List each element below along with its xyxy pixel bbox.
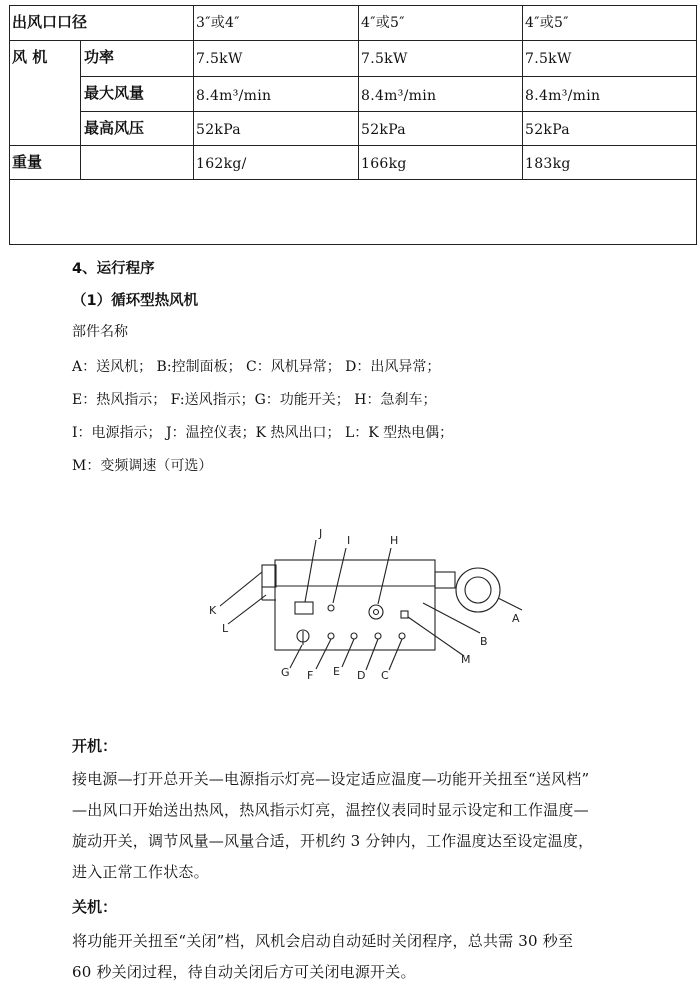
- leader-b: [423, 603, 480, 633]
- label-l: L: [222, 622, 229, 635]
- shutdown-line: 将功能开关扭至“关闭”档，风机会启动自动延时关闭程序，总共需 30 秒至: [72, 932, 574, 950]
- indicator-c: [399, 633, 405, 639]
- startup-title: 开机：: [72, 737, 118, 755]
- fan-housing: [456, 568, 500, 612]
- emergency-stop-h: [369, 605, 383, 619]
- table-cell: 166kg: [361, 156, 407, 172]
- startup-line: 进入正常工作状态。: [72, 863, 209, 881]
- leader-j: [305, 540, 316, 602]
- fan-inner: [465, 577, 491, 603]
- section-subheading: （1）循环型热风机: [72, 293, 199, 309]
- table-cell: 7.5kW: [525, 51, 572, 67]
- heater-body: [275, 560, 435, 650]
- shutdown-line: 60 秒关闭过程，待自动关闭后方可关闭电源开关。: [72, 963, 416, 981]
- parts-line: E：热风指示； F:送风指示；G：功能开关； H：急刹车；: [72, 392, 437, 408]
- leader-c: [389, 639, 402, 670]
- indicator-d: [375, 633, 381, 639]
- label-i: I: [347, 534, 351, 547]
- vfd-m: [401, 611, 408, 618]
- leader-k: [220, 572, 262, 606]
- table-cell: 4″或5″: [361, 15, 405, 31]
- label-m: M: [461, 653, 471, 666]
- shutdown-title: 关机：: [72, 898, 118, 916]
- temp-meter-j: [295, 602, 313, 614]
- label-d: D: [357, 669, 366, 682]
- parts-line: A：送风机； B:控制面板； C：风机异常； D：出风异常；: [72, 359, 441, 375]
- label-a: A: [512, 612, 520, 625]
- table-cell: 162kg/: [196, 156, 247, 172]
- indicator-e: [351, 633, 357, 639]
- indicator-f: [328, 633, 334, 639]
- label-j: J: [319, 527, 323, 540]
- label-k: K: [209, 604, 217, 617]
- row-label-power: 功率: [84, 48, 115, 66]
- leader-a: [498, 598, 522, 610]
- parts-line: I：电源指示； J：温控仪表；K 热风出口； L：K 型热电偶；: [72, 425, 454, 441]
- leader-f: [316, 639, 331, 669]
- row-label-outlet: 出风口口径: [12, 13, 88, 31]
- leader-d: [366, 639, 378, 670]
- table-cell: 183kg: [525, 156, 571, 172]
- row-label-pressure: 最高风压: [84, 119, 145, 137]
- leader-e: [342, 639, 354, 667]
- row-group-fan: 风 机: [12, 48, 48, 66]
- leader-i: [333, 548, 346, 603]
- table-cell: 7.5kW: [361, 51, 408, 67]
- startup-line: —出风口开始送出热风，热风指示灯亮，温控仪表同时显示设定和工作温度—: [72, 801, 589, 819]
- parts-title: 部件名称: [72, 324, 128, 340]
- power-indicator-i: [328, 605, 334, 611]
- row-label-airflow: 最大风量: [84, 84, 145, 102]
- table-cell: 52kPa: [196, 122, 241, 138]
- label-g: G: [281, 666, 290, 679]
- leader-h: [378, 548, 391, 604]
- table-cell: 8.4m³/min: [525, 88, 601, 104]
- label-e: E: [333, 665, 340, 678]
- table-cell: 52kPa: [361, 122, 406, 138]
- label-h: H: [390, 534, 399, 547]
- row-label-weight: 重量: [12, 153, 43, 171]
- fan-neck: [435, 572, 455, 588]
- startup-line: 旋动开关，调节风量—风量合适，开机约 3 分钟内，工作温度达至设定温度，: [72, 832, 594, 850]
- table-cell: 8.4m³/min: [196, 88, 272, 104]
- section-heading: 4、运行程序: [72, 261, 155, 277]
- startup-line: 接电源—打开总开关—电源指示灯亮—设定适应温度—功能开关扭至“送风档”: [72, 770, 590, 788]
- label-b: B: [480, 635, 488, 648]
- leader-g: [290, 645, 302, 668]
- label-f: F: [307, 669, 314, 682]
- table-cell: 52kPa: [525, 122, 570, 138]
- table-cell: 7.5kW: [196, 51, 243, 67]
- label-c: C: [381, 669, 389, 682]
- outlet-box: [262, 565, 276, 587]
- table-cell: 3″或4″: [196, 15, 240, 31]
- table-cell: 4″或5″: [525, 15, 569, 31]
- table-cell: 8.4m³/min: [361, 88, 437, 104]
- leader-l: [228, 595, 266, 624]
- parts-line: M：变频调速（可选）: [72, 458, 213, 474]
